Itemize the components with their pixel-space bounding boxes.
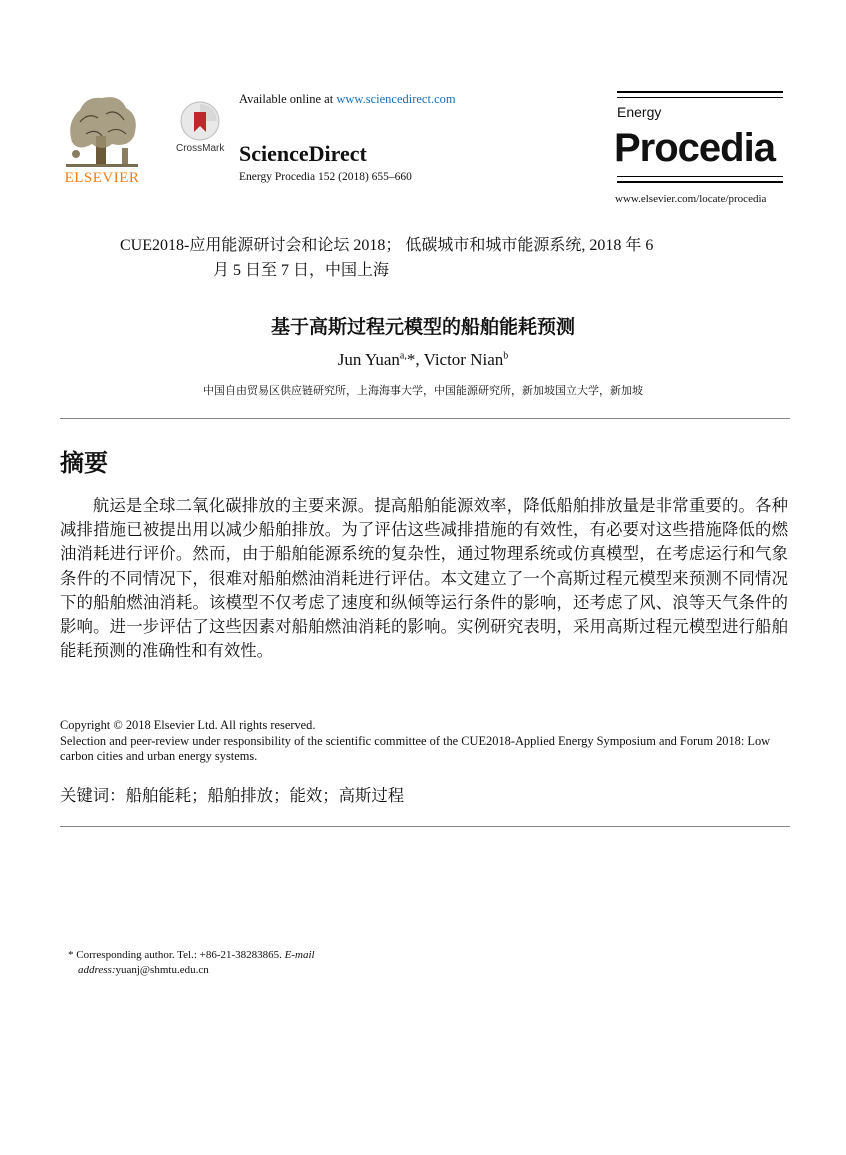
divider-top <box>60 418 790 419</box>
footnote-address-label: address: <box>78 964 116 976</box>
divider-bottom <box>60 826 790 827</box>
author-1-corresponding-mark: * <box>406 350 416 369</box>
available-online <box>239 92 456 107</box>
footnote-contact: * Corresponding author. Tel.: +86-21-38283865. <box>68 949 285 961</box>
elsevier-tree-logo <box>62 92 142 170</box>
peer-review-statement: Selection and peer-review under responsibility of the scientific committee of the CUE2018-Applied Energy Symposium and Forum 2018: Low carbon cities and urban energy systems. <box>60 733 771 763</box>
sciencedirect-title: ScienceDirect <box>239 141 367 166</box>
abstract-heading: 摘要 <box>60 449 108 477</box>
sciencedirect-link[interactable]: www.sciencedirect.com <box>336 92 456 106</box>
abstract-body: 航运是全球二氧化碳排放的主要来源。提高船舶能源效率，降低船舶排放量是非常重要的。各种减排措施已被提出用以减少船舶排放。为了评估这些减排措施的有效性，有必要对这些措施降低的燃油消耗进行评价。然而，由于船舶能源系统的复杂性，通过物理系统或仿真模型，在考虑运行和气象条件的不同情况下，很难对船舶燃油消耗进行评估。本文建立了一个高斯过程元模型来预测不同情况下的船舶燃油消耗。该模型不仅考虑了速度和纵倾等运行条件的影响，还考虑了风、浪等天气条件的影响。进一步评估了这些因素对船舶燃油消耗的影响。实例研究表明，采用高斯过程元模型进行船舶能耗预测的准确性和有效性。 <box>60 496 788 661</box>
crossmark-icon[interactable] <box>179 100 221 142</box>
keywords-text: 船舶能耗；船舶排放；能效；高斯过程 <box>125 786 405 805</box>
paper-title: 基于高斯过程元模型的船舶能耗预测 <box>270 316 575 338</box>
elsevier-wordmark: ELSEVIER <box>64 170 140 186</box>
author-2-affil: b <box>503 350 509 362</box>
author-separator: , <box>415 350 424 369</box>
copyright-line: Copyright © 2018 Elsevier Ltd. All rights reserved. <box>60 718 316 732</box>
keywords-label: 关键词： <box>60 786 126 805</box>
conference-line-2: 月 5 日至 7 日，中国上海 <box>213 262 390 279</box>
conference-info <box>120 233 760 283</box>
journal-url[interactable]: www.elsevier.com/locate/procedia <box>615 193 767 205</box>
author-1-affil: a, <box>399 350 407 362</box>
author-2: Victor Nian <box>423 350 504 369</box>
journal-logo-big: Procedia <box>614 126 775 170</box>
journal-logo-small: Energy <box>617 104 662 120</box>
crossmark-label: CrossMark <box>176 143 225 154</box>
corresponding-author-footnote <box>68 948 468 978</box>
affiliations: 中国自由贸易区供应链研究所，上海海事大学，中国能源研究所，新加坡国立大学，新加坡 <box>203 384 643 397</box>
copyright-notice <box>60 718 788 765</box>
footnote-email[interactable]: yuanj@shmtu.edu.cn <box>115 964 209 976</box>
conference-line-1: CUE2018-应用能源研讨会和论坛 2018； 低碳城市和城市能源系统, 2018 年 6 <box>120 237 654 254</box>
footnote-line-1 <box>68 948 468 963</box>
logo-rule-top-1 <box>617 91 783 93</box>
available-prefix: Available online at <box>239 92 337 106</box>
footnote-email-label: E-mail <box>284 949 315 961</box>
keywords <box>60 782 404 806</box>
author-list <box>60 350 786 370</box>
logo-rule-bottom-1 <box>617 176 783 177</box>
journal-citation: Energy Procedia 152 (2018) 655–660 <box>239 171 412 183</box>
author-1: Jun Yuan <box>337 350 400 369</box>
logo-rule-bottom-2 <box>617 181 783 183</box>
logo-rule-top-2 <box>617 97 783 98</box>
footnote-line-2 <box>68 963 468 978</box>
